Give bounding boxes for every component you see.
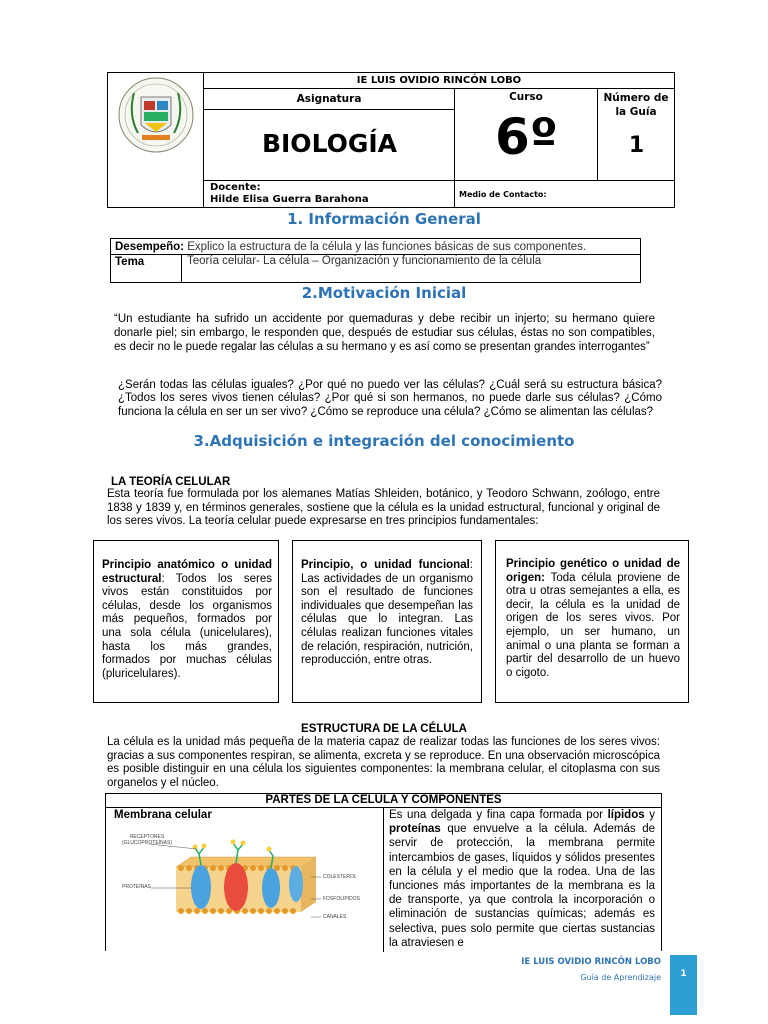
- principle-3-text: Toda célula proviene de otra u otras semejantes a ella, es decir, la célula es la unidad de origen de los seres vivos. Por ejemplo, un ser humano, un animal o una planta se forman a partir del desarrollo de un huevo o cigoto.: [506, 571, 680, 679]
- principle-1-text: : Todos los seres vivos están constituidos por células, desde los organismos más pequeños, formados por una sola célula (unicelulares), hasta los más grandes, formados por muchas células (pluricelulares).: [102, 572, 272, 680]
- principle-1-title: Principio anatómico o unidad estructural: [102, 559, 272, 585]
- principle-2-text: : Las actividades de un organismo son el resultado de funciones individuales que desempeñan las células que lo integran. Las células realizan funciones vitales de relación, respiración, nutrición, reproducción, entre otras.: [301, 559, 473, 667]
- estructura-title: ESTRUCTURA DE LA CÉLULA: [301, 723, 467, 735]
- teacher-label: Docente:: [210, 182, 261, 193]
- principle-2-title: Principio, o unidad funcional: [301, 559, 470, 571]
- parts-table-title: PARTES DE LA CELULA Y COMPONENTES: [265, 794, 502, 806]
- parts-table-col-divider: [383, 807, 384, 952]
- diagram-label-receptors: RECEPTORES (GLUCOPROTEÍNAS): [121, 834, 172, 846]
- footer-subtitle: Guía de Aprendizaje: [580, 973, 661, 982]
- tema-text: Teoría celular- La célula – Organización y funcionamiento de la célula: [187, 255, 542, 267]
- grade-cell: [454, 88, 597, 180]
- footer-page-number: 1: [680, 969, 687, 979]
- proteinas-term: proteínas: [389, 823, 441, 836]
- membrana-label: Membrana celular: [114, 809, 212, 821]
- desempeno-text: Explico la estructura de la célula y las funciones básicas de sus componentes.: [184, 241, 587, 253]
- parts-table: [105, 793, 662, 951]
- diagram-label-cholesterol: COLESTEROL: [323, 874, 357, 880]
- estructura-text: La célula es la unidad más pequeña de la materia capaz de realizar todas las funciones de los seres vivos: gracias a sus componentes respiran, se alimenta, excreta y se reproduce. En una observación microscópica es posible distinguir en una célula los siguientes componentes: la membrana celular, el citoplasma con sus organelos y el núcleo.: [107, 736, 660, 789]
- grade-value: 6º: [495, 108, 558, 166]
- membrana-text-c: que envuelve a la célula. Además de servir de protección, la membrana permite intercambios de gases, líquidos y sólidos presentes en la célula y el medio que la rodea. Una de las funciones más importantes de la membrana es la de transporte, ya que controla la incorporación o eliminación de sustancias químicas; además es selectiva, pues solo permite que ciertas sustancias la atraviesen e: [389, 823, 655, 949]
- school-crest-logo: [116, 75, 196, 155]
- subject-name: BIOLOGÍA: [261, 129, 398, 158]
- desempeno-row: [115, 240, 640, 254]
- teacher-name: Hilde Elisa Guerra Barahona: [210, 194, 369, 205]
- tema-label: Tema: [115, 256, 145, 268]
- info-col-divider: [181, 254, 182, 282]
- teoria-text: Esta teoría fue formulada por los alemanes Matías Shleiden, botánico, y Teodoro Schwann, zoólogo, entre 1838 y 1839 y, en términos generales, sostiene que la célula es la unidad estructural, funcional y original de los seres vivos. La teoría celular puede expresarse en tres principios fundamentales:: [107, 488, 660, 528]
- motivation-quote: “Un estudiante ha sufrido un accidente por quemaduras y debe recibir un injerto; su hermano quiere donarle piel; sin embargo, le responden que, después de estudiar sus células, éstas no son compatibles, es decir no le puede regalar las células a su hermano y es así como se presentan grandes interrogantes”: [114, 313, 655, 354]
- teoria-title: LA TEORÍA CELULAR: [111, 476, 231, 488]
- guide-label: Número de la Guía: [603, 92, 669, 118]
- membrana-text-a: Es una delgada y fina capa formada por: [389, 809, 608, 821]
- grade-label: Curso: [509, 91, 543, 103]
- subject-divider: [204, 109, 455, 110]
- section-1-title: 1. Información General: [287, 210, 481, 228]
- motivation-questions: ¿Serán todas las células iguales? ¿Por qué no puedo ver las células? ¿Cuál será su estructura básica? ¿Todos los seres vivos tienen células? ¿Por qué si son hermanos, no puede darle sus células? ¿Cómo funciona la célula en ser un ser vivo? ¿Cómo se reproduce una célula? ¿Cómo se alimentan las células?: [118, 379, 662, 418]
- teacher-cell: [203, 180, 454, 207]
- diagram-label-proteins: PROTEÍNAS: [122, 884, 151, 890]
- diagram-label-channels: CANALES: [323, 914, 347, 920]
- header-table: [107, 72, 675, 208]
- section-2-title: 2.Motivación Inicial: [301, 284, 467, 302]
- contact-cell: [454, 180, 674, 207]
- membrana-text: [389, 808, 655, 950]
- footer-page-badge: [670, 955, 697, 1015]
- lipidos-term: lípidos: [607, 809, 645, 821]
- logo-cell: [108, 73, 203, 207]
- diagram-label-phospholipids: FOSFOLÍPIDOS: [323, 896, 360, 902]
- section-3-title: 3.Adquisición e integración del conocimiento: [193, 432, 575, 450]
- guide-cell: [597, 88, 674, 180]
- contact-label: Medio de Contacto:: [459, 190, 547, 199]
- membrana-text-b: y: [644, 809, 655, 821]
- info-table: [110, 238, 641, 283]
- subject-label: Asignatura: [296, 93, 362, 105]
- guide-number: 1: [628, 133, 645, 158]
- desempeno-label: Desempeño:: [115, 241, 185, 253]
- principle-box-3: [495, 540, 689, 703]
- subject-cell: [203, 88, 454, 180]
- principle-box-2: [292, 540, 482, 703]
- cell-membrane-diagram: [111, 832, 341, 932]
- school-name: IE LUIS OVIDIO RINCÓN LOBO: [356, 75, 522, 86]
- school-name-cell: [203, 73, 674, 88]
- principle-box-1: [93, 540, 279, 703]
- principle-3-title: Principio genético o unidad de origen:: [506, 558, 680, 584]
- footer-school: IE LUIS OVIDIO RINCÓN LOBO: [521, 957, 661, 967]
